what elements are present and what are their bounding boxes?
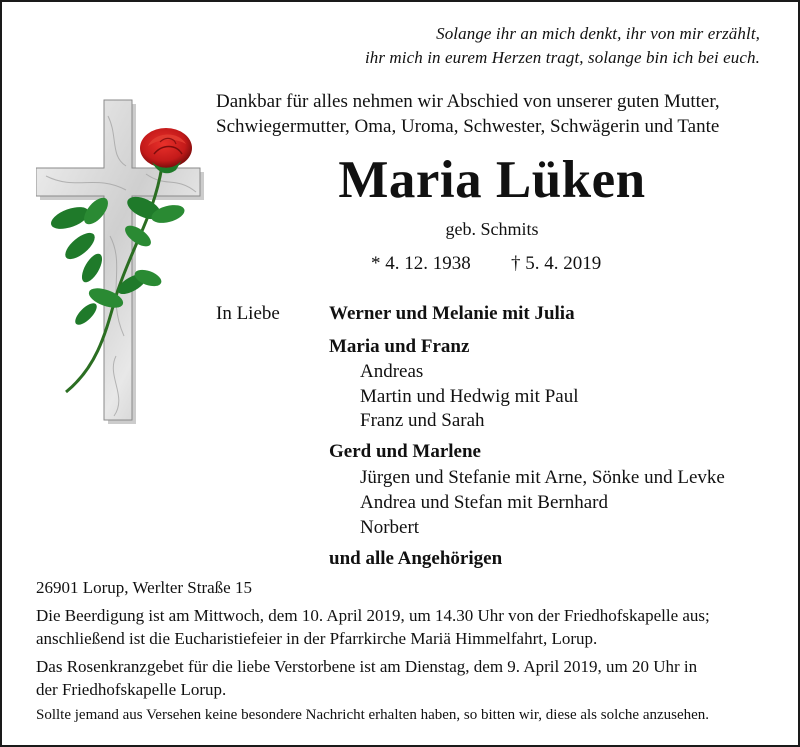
family-member: Norbert (360, 517, 420, 538)
family-member: Jürgen und Stefanie mit Arne, Sönke und Levke (360, 467, 725, 488)
family-member: Martin und Hedwig mit Paul (360, 386, 579, 407)
death-date: † 5. 4. 2019 (511, 253, 602, 274)
family-member: Franz und Sarah (360, 410, 485, 431)
footer-note: Sollte jemand aus Versehen keine besondere Nachricht erhalten haben, so bitten wir, diese als solche anzusehen. (36, 707, 710, 723)
birth-date: * 4. 12. 1938 (371, 253, 471, 274)
family-group-2: Maria und Franz (329, 336, 470, 357)
intro-line-2: Schwiegermutter, Oma, Uroma, Schwester, Schwägerin und Tante (216, 116, 720, 137)
poem-line-2: ihr mich in eurem Herzen tragt, solange bin ich bei euch. (364, 48, 760, 67)
family-group-3: Gerd und Marlene (329, 441, 481, 462)
funeral-notice-line-1: Die Beerdigung ist am Mittwoch, dem 10. April 2019, um 14.30 Uhr von der Friedhofskapelle aus; (36, 606, 710, 625)
birth-name: geb. Schmits (445, 219, 539, 239)
cross-with-rose-icon (36, 96, 206, 426)
family-member: Andrea und Stefan mit Bernhard (360, 492, 608, 513)
poem-line-1: Solange ihr an mich denkt, ihr von mir erzählt, (436, 24, 760, 43)
funeral-notice-line-2: anschließend ist die Eucharistiefeier in der Pfarrkirche Mariä Himmelfahrt, Lorup. (36, 629, 598, 648)
rosary-notice-line-1: Das Rosenkranzgebet für die liebe Verstorbene ist am Dienstag, dem 9. April 2019, um 20 Uhr in (36, 657, 698, 676)
family-group-1: Werner und Melanie mit Julia (329, 303, 575, 324)
intro-line-1: Dankbar für alles nehmen wir Abschied von unserer guten Mutter, (216, 91, 720, 112)
deceased-name: Maria Lüken (338, 151, 646, 209)
address: 26901 Lorup, Werlter Straße 15 (36, 578, 252, 597)
rosary-notice-line-2: der Friedhofskapelle Lorup. (36, 680, 227, 699)
all-relatives: und alle Angehörigen (329, 548, 503, 569)
family-member: Andreas (360, 361, 424, 382)
in-liebe-label: In Liebe (216, 303, 280, 324)
